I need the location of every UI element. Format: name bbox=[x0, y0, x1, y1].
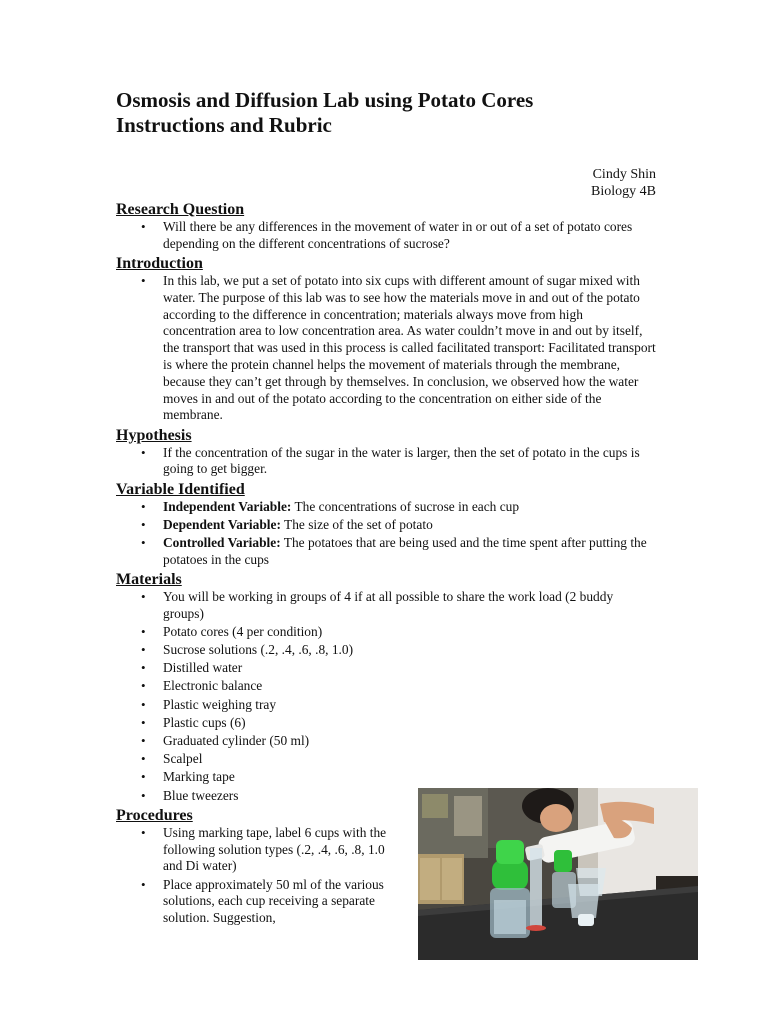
list-item: • Graduated cylinder (50 ml) bbox=[163, 733, 656, 750]
section-materials bbox=[116, 570, 656, 804]
section-variables bbox=[116, 480, 656, 569]
lab-photo-illustration bbox=[418, 788, 698, 960]
course-name: Biology 4B bbox=[591, 184, 656, 199]
bullet-list bbox=[116, 273, 656, 424]
section-heading: Variable Identified bbox=[116, 480, 245, 498]
section-heading: Research Question bbox=[116, 201, 245, 218]
list-item bbox=[163, 517, 656, 534]
list-item: • Plastic cups (6) bbox=[163, 715, 656, 732]
bullet-list bbox=[116, 219, 656, 253]
list-item: • Potato cores (4 per condition) bbox=[163, 624, 656, 641]
section-introduction bbox=[116, 254, 656, 424]
variable-text: The concentrations of sucrose in each cup bbox=[291, 498, 520, 514]
document-title: Osmosis and Diffusion Lab using Potato Cores Instructions and Rubric bbox=[116, 88, 534, 137]
section-heading: Materials bbox=[116, 570, 182, 588]
list-item: • You will be working in groups of 4 if at all possible to share the work load (2 buddy groups) bbox=[163, 589, 656, 623]
section-heading: Introduction bbox=[116, 254, 203, 272]
section-heading: Procedures bbox=[116, 806, 193, 824]
list-item: • Electronic balance bbox=[163, 678, 656, 695]
variable-term: Independent Variable: bbox=[163, 498, 292, 514]
bullet-list bbox=[116, 589, 656, 804]
list-item: • Place approximately 50 ml of the various solutions, each cup receiving a separate solution. Suggestion, bbox=[163, 877, 407, 927]
variable-text: The potatoes that are being used and the time spent after putting the potatoes in the cups bbox=[163, 534, 647, 567]
bullet-list bbox=[116, 499, 656, 569]
list-item: • Blue tweezers bbox=[163, 788, 656, 805]
section-heading: Hypothesis bbox=[116, 426, 192, 444]
variable-text: The size of the set of potato bbox=[280, 516, 433, 532]
list-item: • Scalpel bbox=[163, 751, 656, 768]
list-item: • Will there be any differences in the movement of water in or out of a set of potato cores depending on the different concentrations of sucrose? bbox=[163, 219, 656, 253]
list-item: • Distilled water bbox=[163, 660, 656, 677]
list-item: • Marking tape bbox=[163, 769, 656, 786]
section-research-question bbox=[116, 200, 656, 253]
author-name: Cindy Shin bbox=[592, 167, 656, 182]
lab-photo bbox=[418, 788, 698, 960]
variable-term: Dependent Variable: bbox=[163, 516, 281, 532]
list-item: • Sucrose solutions (.2, .4, .6, .8, 1.0) bbox=[163, 642, 656, 659]
list-item: • Plastic weighing tray bbox=[163, 697, 656, 714]
variable-term: Controlled Variable: bbox=[163, 534, 281, 550]
list-item: • If the concentration of the sugar in the water is larger, then the set of potato in the cups is going to get bigger. bbox=[163, 445, 656, 479]
section-hypothesis bbox=[116, 426, 656, 479]
list-item: • Using marking tape, label 6 cups with the following solution types (.2, .4, .6, .8, 1.0 and Di water) bbox=[163, 825, 407, 875]
bullet-list bbox=[116, 445, 656, 479]
author-block bbox=[116, 166, 656, 200]
list-item bbox=[163, 535, 656, 569]
list-item: • In this lab, we put a set of potato into six cups with different amount of sugar mixed with water. The purpose of this lab was to see how the materials move in and out of the potato according to the difference in concentration; materials always move from high concentration area to low concentration area. As water couldn’t move in and out by itself, the transport that was used in this process is called facilitated transport: Facilitated transport is where the protein channel helps the movement of materials through the membrane, because they can’t get through by themselves. In conclusion, we observed how the water moves in and out of the potato according to the concentration on either side of the membrane. bbox=[163, 273, 656, 424]
list-item bbox=[163, 499, 656, 516]
